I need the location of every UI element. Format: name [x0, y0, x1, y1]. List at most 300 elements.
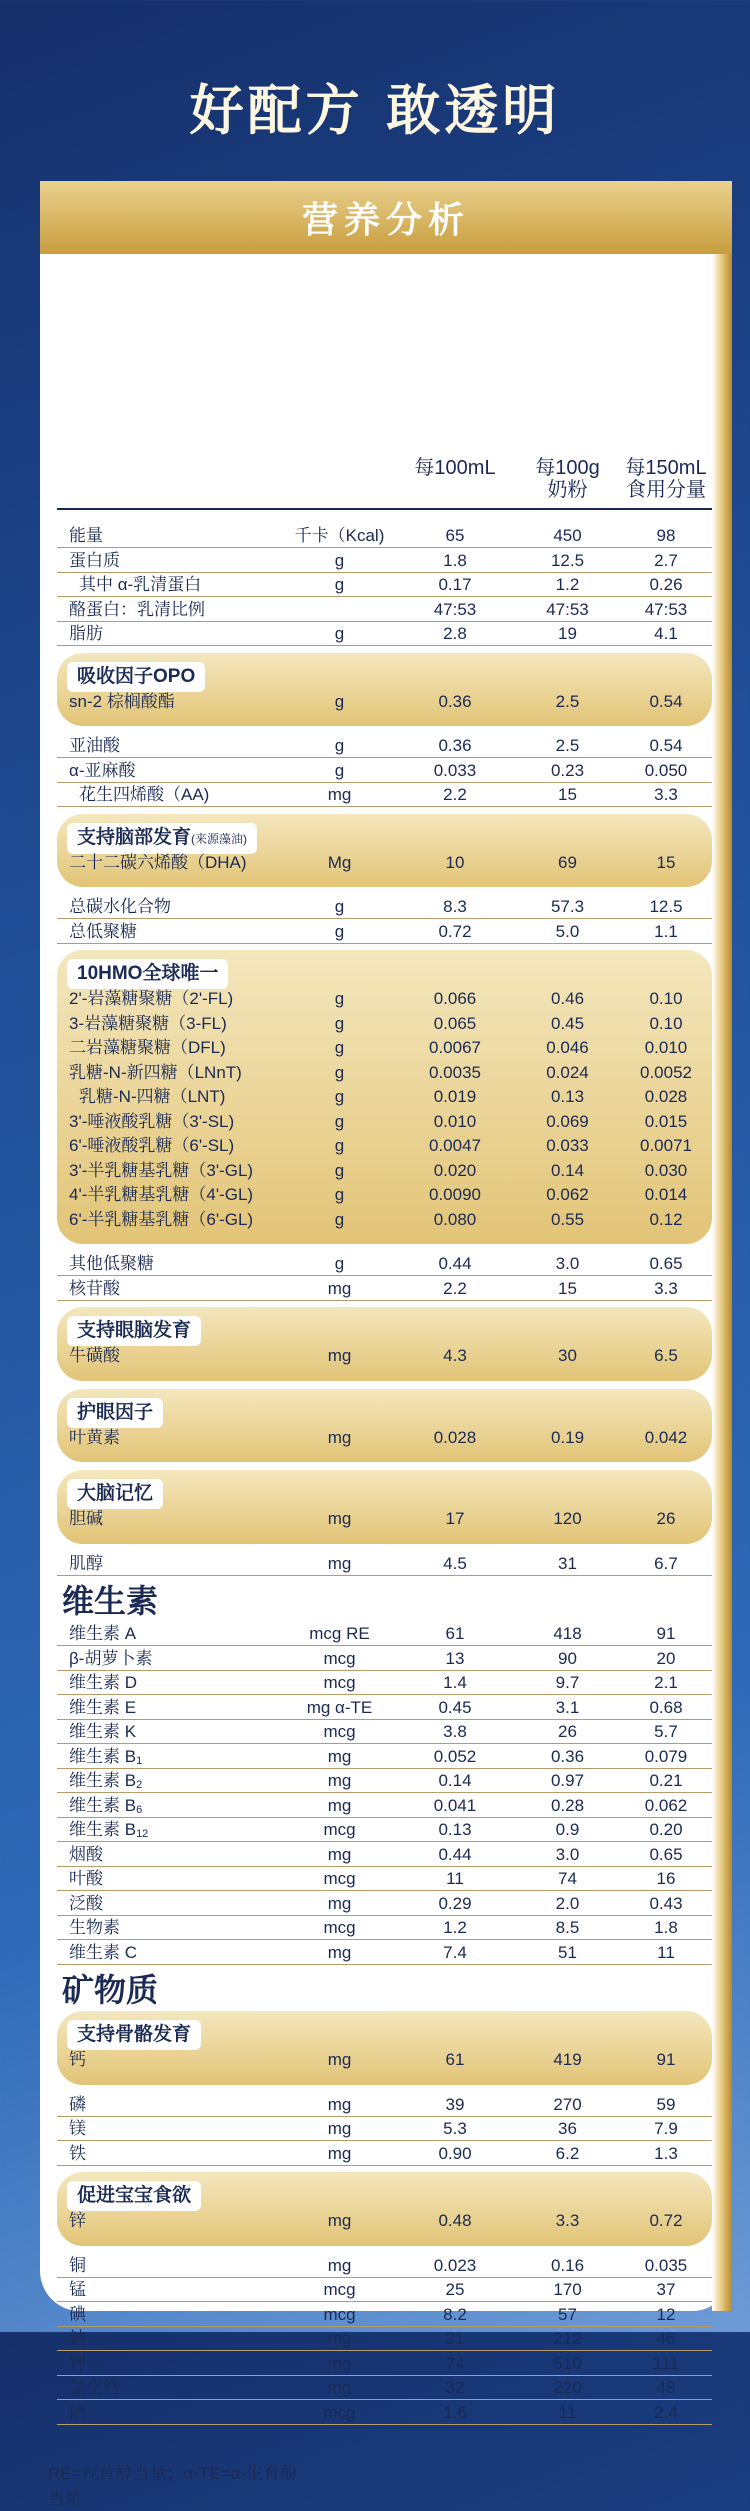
value-per-150ml: 0.0052 — [640, 1062, 692, 1082]
nutrient-name-text: 其他低聚糖 — [69, 1254, 154, 1273]
nutrient-name — [69, 2278, 86, 2301]
nutrient-row — [57, 1916, 712, 1940]
value-per-100g: 0.16 — [550, 2255, 585, 2275]
nutrient-unit: mg — [327, 2378, 352, 2397]
nutrient-row — [57, 895, 712, 919]
value-per-100ml: 0.0047 — [429, 1136, 481, 1155]
nutrient-row — [57, 920, 712, 944]
value-per-100ml: 0.90 — [438, 2143, 472, 2163]
value-per-150ml: 0.062 — [644, 1795, 688, 1815]
nutrient-name — [69, 734, 120, 757]
nutrient-name — [79, 1085, 225, 1108]
nutrient-row — [57, 2093, 712, 2117]
nutrient-row — [57, 1941, 712, 1965]
value-per-100ml: 0.010 — [433, 1111, 477, 1131]
value-per-150ml: 6.5 — [654, 1346, 678, 1365]
nutrient-name — [69, 1696, 136, 1719]
nutrient-name-text: 维生素 E — [69, 1697, 137, 1717]
value-per-100ml: 0.0035 — [429, 1062, 481, 1082]
nutrient-name-text: 碘 — [69, 2304, 86, 2324]
value-per-150ml: 1.8 — [654, 1918, 678, 1937]
column-header-per-150ml: 每150mL 食用分量 — [625, 457, 707, 501]
nutrient-name — [69, 1012, 227, 1035]
nutrient-unit: g — [334, 760, 345, 780]
nutrient-row — [57, 1110, 712, 1133]
nutrient-unit: mg — [327, 1346, 352, 1365]
nutrient-name-text: 3'-半乳糖基乳糖（3'-GL) — [69, 1160, 254, 1180]
value-per-100ml: 8.2 — [443, 2304, 467, 2324]
band-title-text: 10HMO全球唯一 — [77, 963, 219, 984]
value-per-100g: 2.5 — [555, 691, 580, 711]
value-per-100g: 0.033 — [546, 1136, 589, 1155]
nutrient-name — [69, 1671, 137, 1694]
value-per-100ml: 4.5 — [443, 1553, 467, 1573]
nutrient-row — [57, 1344, 712, 1367]
value-per-150ml: 98 — [656, 526, 676, 545]
value-per-100g: 8.5 — [555, 1918, 580, 1937]
nutrient-name-text: 叶黄素 — [69, 1427, 120, 1447]
nutrient-name-text: 钙 — [69, 2050, 86, 2069]
value-per-150ml: 3.3 — [654, 1278, 678, 1298]
nutrient-unit: mg — [327, 1278, 352, 1298]
value-per-100ml: 1.6 — [443, 2402, 467, 2422]
value-per-100ml: 0.44 — [438, 1254, 472, 1273]
nutrient-unit: g — [334, 1013, 345, 1033]
nutrient-unit: mg — [327, 785, 352, 804]
value-per-100ml: 31 — [445, 2329, 465, 2348]
band-title-text: 促进宝宝食欲 — [77, 2185, 192, 2206]
nutrient-name — [69, 1183, 253, 1206]
value-per-150ml: 0.54 — [649, 691, 683, 711]
band-title-text: 支持脑部发育 — [77, 826, 192, 848]
nutrient-name-text: 二岩藻糖聚糖（DFL) — [69, 1038, 226, 1057]
nutrient-unit: mcg — [323, 1648, 356, 1668]
nutrient-row — [57, 1622, 712, 1646]
nutrient-unit: g — [334, 1062, 345, 1082]
value-per-100ml: 1.2 — [443, 1918, 467, 1937]
value-per-100g: 418 — [553, 1624, 582, 1643]
value-per-100ml: 0.36 — [438, 691, 472, 711]
value-per-100ml: 1.4 — [443, 1673, 467, 1692]
value-per-100g: 0.19 — [550, 1427, 585, 1447]
value-per-150ml: 6.7 — [654, 1553, 678, 1573]
nutrient-name-text: 二十二碳六烯酸（DHA) — [69, 852, 247, 872]
value-per-100g: 31 — [558, 1553, 577, 1573]
value-per-100g: 2.0 — [555, 1893, 580, 1913]
value-per-100g: 19 — [558, 624, 577, 643]
value-per-100g: 57 — [558, 2304, 577, 2324]
value-per-100g: 0.28 — [550, 1795, 585, 1815]
value-per-100g: 69 — [558, 852, 577, 872]
value-per-150ml: 37 — [656, 2280, 676, 2299]
nutrient-name — [69, 1843, 103, 1866]
nutrient-name-text: 6'-半乳糖基乳糖（6'-GL) — [69, 1209, 254, 1229]
nutrient-name-text: 乳糖-N-四糖（LNT) — [79, 1087, 226, 1106]
nutrient-row — [57, 1159, 712, 1182]
nutrient-name-text: 维生素 B — [69, 1746, 137, 1766]
nutrient-row — [57, 1552, 712, 1576]
value-per-150ml: 47:53 — [644, 599, 688, 619]
nutrient-row — [57, 851, 712, 874]
nutrient-name-text: sn-2 棕榈酸酯 — [69, 691, 175, 711]
value-per-100g: 0.45 — [550, 1013, 585, 1033]
value-per-100g: 47:53 — [546, 599, 589, 619]
value-per-100g: 0.046 — [546, 1038, 589, 1057]
nutrient-name-text: 泛酸 — [69, 1893, 103, 1913]
value-per-150ml: 5.7 — [654, 1722, 678, 1741]
value-per-100g: 0.062 — [546, 1185, 589, 1204]
value-per-100g: 0.23 — [550, 760, 585, 780]
nutrient-name — [69, 1344, 120, 1367]
nutrient-unit: g — [334, 1160, 345, 1180]
nutrient-name-text: 维生素 D — [69, 1673, 137, 1692]
nutrient-row — [57, 2142, 712, 2166]
nutrient-row — [57, 1671, 712, 1695]
nutrient-name — [69, 1867, 103, 1890]
value-per-100g: 15 — [558, 1278, 577, 1298]
nutrient-row — [57, 524, 712, 548]
value-per-150ml: 0.028 — [644, 1087, 688, 1106]
value-per-100ml: 32 — [445, 2378, 465, 2397]
nutrient-name-text: 花生四烯酸（AA) — [79, 785, 210, 804]
band-title-text: 吸收因子OPO — [77, 665, 196, 687]
nutrient-name — [69, 1552, 103, 1575]
nutrient-name — [69, 2254, 86, 2277]
value-per-100g: 15 — [558, 785, 577, 804]
value-per-150ml: 2.4 — [654, 2402, 678, 2422]
value-per-100g: 0.97 — [550, 1771, 585, 1790]
nutrient-name — [79, 573, 201, 596]
band-title-note: (来源藻油) — [191, 831, 248, 846]
footnote: RE=视黄醇当量；α-TE=α-生育酚当量 — [48, 2464, 298, 2508]
value-per-150ml: 0.65 — [649, 1844, 683, 1864]
nutrient-name — [69, 1110, 234, 1133]
value-per-100ml: 7.4 — [443, 1942, 467, 1962]
nutrient-name — [69, 1134, 234, 1157]
value-per-150ml: 0.72 — [649, 2211, 683, 2230]
nutrient-unit: g — [334, 1136, 345, 1155]
column-header-per-100ml: 每100mL — [414, 457, 496, 479]
nutrient-row — [57, 759, 712, 783]
nutrient-name-text: 镁 — [69, 2119, 86, 2138]
value-per-150ml: 12 — [656, 2304, 676, 2324]
value-per-100ml: 0.028 — [433, 1427, 477, 1447]
section-title: 维生素 — [62, 1583, 159, 1619]
value-per-150ml: 0.26 — [649, 575, 683, 594]
nutrient-name — [69, 987, 233, 1010]
highlight-band — [57, 1470, 712, 1544]
value-per-100g: 51 — [558, 1942, 577, 1962]
value-per-150ml: 0.015 — [644, 1111, 688, 1131]
nutrient-name — [69, 1277, 120, 1300]
nutrient-name-text: 硒 — [69, 2402, 86, 2422]
nutrient-name-text: 核苷酸 — [69, 1278, 120, 1298]
value-per-150ml: 0.010 — [644, 1038, 688, 1057]
band-title-text: 支持眼脑发育 — [77, 1320, 192, 1341]
nutrient-unit: mcg — [323, 1869, 356, 1888]
value-per-100g: 3.3 — [555, 2211, 580, 2230]
value-per-100ml: 2.2 — [443, 1278, 467, 1298]
nutrient-unit: g — [334, 1038, 345, 1057]
nutrient-row — [57, 2254, 712, 2278]
value-per-150ml: 2.1 — [654, 1673, 678, 1692]
value-per-150ml: 0.43 — [649, 1893, 683, 1913]
value-per-100ml: 4.3 — [443, 1346, 467, 1365]
nutrient-unit: mg — [327, 1795, 352, 1815]
nutrient-row — [57, 1818, 712, 1842]
highlight-band — [57, 653, 712, 727]
nutrient-name — [69, 759, 136, 782]
value-per-150ml: 11 — [657, 1942, 675, 1962]
nutrient-name-text: 乳糖-N-新四糖（LNnT) — [69, 1062, 242, 1082]
nutrient-unit: mcg — [323, 1918, 356, 1937]
nutrient-row — [57, 1867, 712, 1891]
value-per-100ml: 47:53 — [433, 599, 477, 619]
value-per-150ml: 1.1 — [654, 921, 678, 941]
nutrient-row — [57, 573, 712, 597]
card-title: 营养分析 — [40, 181, 732, 254]
nutrient-unit: mcg — [323, 1820, 356, 1839]
value-per-150ml: 0.10 — [649, 1013, 683, 1033]
nutrient-name — [69, 2376, 120, 2399]
nutrient-row — [57, 2327, 712, 2351]
nutrient-unit: mg — [327, 2119, 352, 2138]
nutrient-row — [57, 2303, 712, 2327]
value-per-150ml: 0.10 — [649, 989, 683, 1008]
value-per-100g: 120 — [553, 1509, 582, 1528]
nutrient-unit: mcg RE — [309, 1624, 370, 1643]
highlight-band — [57, 950, 712, 1244]
nutrient-name-text: 胆碱 — [69, 1509, 103, 1528]
nutrient-name — [69, 1159, 253, 1182]
nutrient-unit: g — [334, 691, 345, 711]
value-per-100ml: 0.020 — [433, 1160, 477, 1180]
nutrient-row — [57, 1085, 712, 1108]
nutrient-name — [69, 1507, 103, 1530]
nutrient-subscript: 6 — [136, 1803, 143, 1816]
header-divider — [57, 508, 712, 510]
value-per-100g: 11 — [558, 2402, 577, 2422]
value-per-100ml: 17 — [445, 1509, 465, 1528]
value-per-150ml: 0.65 — [649, 1254, 683, 1273]
nutrient-unit: mcg — [323, 2280, 356, 2299]
value-per-100g: 3.0 — [555, 1844, 580, 1864]
nutrient-name-text: 总低聚糖 — [69, 921, 137, 941]
nutrient-name-text: 氯化物 — [69, 2378, 120, 2397]
value-per-100g: 3.1 — [555, 1697, 580, 1717]
nutrient-name — [69, 1036, 226, 1059]
value-per-100ml: 0.17 — [438, 575, 472, 594]
band-title — [67, 662, 205, 692]
value-per-100g: 9.7 — [555, 1673, 580, 1692]
nutrient-name-text: 锰 — [69, 2280, 86, 2299]
value-per-150ml: 7.9 — [654, 2119, 678, 2138]
nutrient-row — [57, 1892, 712, 1916]
value-per-100g: 5.0 — [555, 921, 580, 941]
value-per-100g: 212 — [553, 2329, 582, 2348]
highlight-band — [57, 814, 712, 888]
nutrient-unit: g — [334, 897, 345, 916]
nutrient-unit: mcg — [323, 1673, 356, 1692]
nutrient-unit: mg — [327, 1553, 352, 1573]
value-per-100g: 3.0 — [555, 1254, 580, 1273]
nutrient-name-text: 钾 — [69, 2353, 86, 2373]
nutrient-row — [57, 1794, 712, 1818]
value-per-100g: 510 — [553, 2353, 582, 2373]
nutrient-name-text: 其中 α-乳清蛋白 — [79, 575, 202, 594]
nutrient-row — [57, 1208, 712, 1231]
nutrient-name-text: 维生素 C — [69, 1942, 137, 1962]
nutrient-name — [69, 1426, 120, 1449]
nutrient-name — [69, 851, 247, 874]
nutrient-name-text: 酪蛋白：乳清比例 — [69, 599, 205, 619]
value-per-100g: 1.2 — [555, 575, 580, 594]
value-per-150ml: 0.68 — [649, 1697, 683, 1717]
nutrient-row — [57, 2209, 712, 2232]
band-title — [67, 823, 257, 854]
value-per-150ml: 4.1 — [654, 624, 678, 643]
nutrient-name-text: 2'-岩藻糖聚糖（2'-FL) — [69, 989, 234, 1008]
nutrient-name-text: 脂肪 — [69, 624, 103, 643]
nutrient-name — [69, 524, 103, 547]
band-title-text: 护眼因子 — [77, 1401, 154, 1423]
nutrient-row — [57, 1252, 712, 1276]
value-per-100ml: 0.14 — [438, 1771, 472, 1790]
value-per-100g: 6.2 — [555, 2143, 580, 2163]
value-per-100ml: 0.041 — [433, 1795, 477, 1815]
nutrient-name-text: 肌醇 — [69, 1553, 103, 1573]
nutrient-name-text: α-亚麻酸 — [69, 760, 136, 780]
nutrient-name — [69, 2303, 86, 2326]
value-per-100ml: 0.023 — [433, 2255, 477, 2275]
highlight-band — [57, 2172, 712, 2246]
nutrient-name-text: 锌 — [69, 2211, 86, 2230]
band-title — [67, 2181, 201, 2211]
nutrient-row — [57, 598, 712, 622]
highlight-band — [57, 1307, 712, 1381]
nutrient-row — [57, 783, 712, 807]
value-per-100g: 450 — [553, 526, 582, 545]
band-title-text: 大脑记忆 — [77, 1483, 154, 1504]
nutrient-row — [57, 690, 712, 713]
nutrient-unit: mcg — [323, 2402, 356, 2422]
value-per-100ml: 2.8 — [443, 624, 467, 643]
nutrient-subscript: 1 — [136, 1754, 143, 1767]
nutrient-unit: mg — [327, 2050, 352, 2069]
value-per-150ml: 91 — [656, 2050, 676, 2069]
nutrient-row — [57, 2376, 712, 2400]
nutrient-unit: mg — [327, 2255, 352, 2275]
value-per-100ml: 74 — [445, 2353, 465, 2373]
nutrient-row — [57, 2401, 712, 2425]
nutrient-unit: mg — [327, 2094, 352, 2114]
nutrient-name — [69, 1622, 136, 1645]
gold-edge-decoration — [712, 254, 732, 2311]
band-title-text: 支持骨骼发育 — [77, 2024, 192, 2045]
nutrient-name-text: 维生素 B — [69, 1820, 137, 1839]
nutrient-unit: mg — [327, 2211, 352, 2230]
value-per-100ml: 61 — [445, 1624, 465, 1643]
value-per-150ml: 0.035 — [644, 2255, 688, 2275]
nutrient-row — [57, 1036, 712, 1059]
value-per-150ml: 1.3 — [654, 2143, 678, 2163]
nutrient-unit: mg — [327, 1746, 352, 1766]
nutrient-name-text: 4'-半乳糖基乳糖（4'-GL) — [69, 1185, 254, 1204]
nutrient-row — [57, 1769, 712, 1793]
value-per-150ml: 3.3 — [654, 785, 678, 804]
nutrient-name — [69, 2209, 86, 2232]
value-per-150ml: 0.21 — [649, 1771, 683, 1790]
value-per-150ml: 91 — [656, 1624, 676, 1643]
nutrient-name — [69, 1061, 242, 1084]
value-per-100g: 0.13 — [550, 1087, 585, 1106]
value-per-100ml: 1.8 — [443, 550, 467, 570]
value-per-150ml: 2.7 — [654, 550, 678, 570]
value-per-150ml: 0.042 — [644, 1427, 688, 1447]
value-per-100g: 270 — [553, 2094, 582, 2114]
value-per-100ml: 0.019 — [433, 1087, 477, 1106]
nutrient-unit: mg — [327, 2353, 352, 2373]
nutrient-name — [69, 895, 171, 918]
nutrient-row — [57, 622, 712, 646]
nutrient-subscript: 2 — [136, 1779, 143, 1791]
nutrient-name-text: 3-岩藻糖聚糖（3-FL) — [69, 1013, 227, 1033]
nutrient-unit: g — [334, 624, 345, 643]
value-per-100ml: 0.44 — [438, 1844, 472, 1864]
nutrient-name-text: 蛋白质 — [69, 550, 120, 570]
value-per-100ml: 0.052 — [433, 1746, 477, 1766]
value-per-100g: 170 — [553, 2280, 582, 2299]
value-per-100ml: 39 — [445, 2094, 465, 2114]
value-per-100g: 26 — [558, 1722, 577, 1741]
nutrient-name — [69, 920, 137, 943]
value-per-100g: 57.3 — [550, 897, 585, 916]
nutrient-row — [57, 1745, 712, 1769]
value-per-100g: 419 — [553, 2050, 582, 2069]
nutrient-name — [69, 1916, 120, 1939]
nutrient-unit: 千卡（Kcal) — [294, 526, 385, 545]
page-headline: 好配方 敢透明 — [189, 79, 561, 142]
nutrient-row — [57, 987, 712, 1010]
nutrient-name-text: 磷 — [69, 2094, 86, 2114]
value-per-100g: 0.9 — [555, 1820, 580, 1839]
nutrient-name-text: 叶酸 — [69, 1869, 103, 1888]
nutrient-unit: g — [334, 1254, 345, 1273]
value-per-100g: 30 — [558, 1346, 577, 1365]
section-title: 矿物质 — [62, 1972, 159, 2008]
value-per-150ml: 0.079 — [644, 1746, 688, 1766]
band-title — [67, 959, 228, 989]
value-per-100ml: 5.3 — [443, 2119, 467, 2138]
nutrient-unit: mg — [327, 2143, 352, 2163]
value-per-100ml: 0.065 — [433, 1013, 477, 1033]
band-title — [67, 2020, 201, 2050]
nutrient-name-text: β-胡萝卜素 — [69, 1648, 153, 1668]
value-per-100ml: 11 — [446, 1869, 464, 1888]
nutrient-row — [57, 549, 712, 573]
nutrient-name — [69, 1208, 253, 1231]
value-per-150ml: 59 — [656, 2094, 676, 2114]
value-per-100ml: 10 — [445, 852, 465, 872]
value-per-150ml: 0.54 — [649, 736, 683, 755]
nutrient-name-text: 6'-唾液酸乳糖（6'-SL) — [69, 1136, 235, 1155]
nutrient-unit: g — [334, 1087, 345, 1106]
nutrient-unit: g — [334, 736, 345, 755]
nutrient-name — [79, 783, 209, 806]
nutrient-unit: mg — [327, 1942, 352, 1962]
nutrient-name-text: 维生素 K — [69, 1722, 137, 1741]
value-per-100ml: 0.13 — [438, 1820, 472, 1839]
